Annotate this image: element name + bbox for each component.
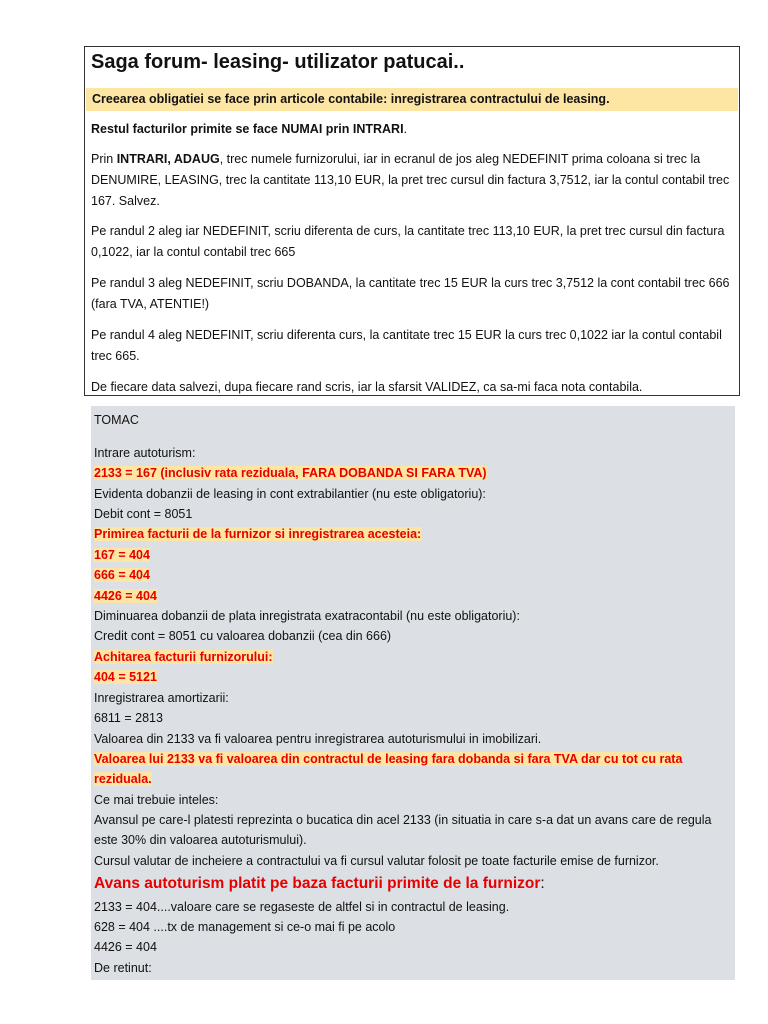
paragraph-2-start: Prin <box>91 152 117 166</box>
highlighted-entry: Valoarea lui 2133 va fi valoarea din contractul de leasing fara dobanda si fara TVA dar cu tot cu rata <box>94 752 683 766</box>
note-line <box>94 667 731 687</box>
note-line <box>94 586 731 606</box>
paragraph-1-end: . <box>403 122 408 136</box>
highlighted-entry: Primirea facturii de la furnizor si inregistrarea acesteia: <box>94 527 422 541</box>
note-line: Ce mai trebuie inteles: <box>94 793 219 807</box>
highlighted-entry: 167 = 404 <box>94 548 150 562</box>
paragraph-4: Pe randul 3 aleg NEDEFINIT, scriu DOBANDA, la cantitate trec 15 EUR la curs trec 3,7512 la cont contabil trec 666 (fara TVA, ATENTIE!) <box>91 276 730 311</box>
note-line: Debit cont = 8051 <box>94 507 193 521</box>
note-line: 6811 = 2813 <box>94 711 163 725</box>
note-line: De retinut: <box>94 961 152 975</box>
note-line: Intrare autoturism: <box>94 446 196 460</box>
paragraph-5: Pe randul 4 aleg NEDEFINIT, scriu diferenta curs, la cantitate trec 15 EUR la curs trec 0,1022 iar la contul contabil trec 665. <box>91 328 722 363</box>
paragraph-1 <box>91 119 733 140</box>
highlighted-entry: 4426 = 404 <box>94 589 157 603</box>
note-line: 2133 = 404....valoare care se regaseste de altfel si in contractul de leasing. <box>94 900 510 914</box>
paragraph-2 <box>91 149 733 212</box>
section-heading-colon: : <box>540 875 545 892</box>
paragraph-6: De fiecare data salvezi, dupa fiecare rand scris, iar la sfarsit VALIDEZ, ca sa-mi faca nota contabila. <box>91 380 643 394</box>
note-line: Cursul valutar de incheiere a contractului va fi cursul valutar folosit pe toate facturile emise de furnizor. <box>94 854 659 868</box>
note-line: 628 = 404 ....tx de management si ce-o mai fi pe acolo <box>94 920 396 934</box>
forum-post-box <box>84 46 740 396</box>
note-line: Inregistrarea amortizarii: <box>94 691 229 705</box>
paragraph-2-bold: INTRARI, ADAUG <box>116 152 220 166</box>
notes-box <box>91 406 735 980</box>
post-title: Saga forum- leasing- utilizator patucai.. <box>91 51 465 73</box>
note-line <box>94 769 731 789</box>
highlighted-note-text: Creearea obligatiei se face prin articole contabile: inregistrarea contractului de leasing. <box>92 92 610 106</box>
highlighted-entry: 666 = 404 <box>94 568 150 582</box>
paragraph-2-rest: , trec numele furnizorului, iar in ecranul de jos aleg NEDEFINIT prima coloana si trec la DENUMIRE, LEASING, trec la cantitate 113,10 EUR, la pret trec cursul din factura 3,7512, iar la contul contabil trec 167. Salvez. <box>91 152 730 208</box>
highlighted-entry: reziduala. <box>94 772 152 786</box>
note-line <box>94 524 731 544</box>
highlighted-entry: 2133 = 167 (inclusiv rata reziduala, FARA DOBANDA SI FARA TVA) <box>94 466 487 480</box>
note-line: Credit cont = 8051 cu valoarea dobanzii (cea din 666) <box>94 629 392 643</box>
note-line <box>94 749 731 769</box>
note-line: 4426 = 404 <box>94 940 157 954</box>
note-line: Diminuarea dobanzii de plata inregistrata exatracontabil (nu este obligatoriu): <box>94 609 520 623</box>
paragraph-1-bold: Restul facturilor primite se face NUMAI prin INTRARI <box>91 122 404 136</box>
highlighted-entry: Achitarea facturii furnizorului: <box>94 650 273 664</box>
note-line: Valoarea din 2133 va fi valoarea pentru inregistrarea autoturismului in imobilizari. <box>94 732 542 746</box>
note-line: Avansul pe care-l platesti reprezinta o bucatica din acel 2133 (in situatia in care s-a dat un avans care de regula este 30% din valoarea autoturismului). <box>94 813 712 847</box>
note-line: Evidenta dobanzii de leasing in cont extrabilantier (nu este obligatoriu): <box>94 487 486 501</box>
notes-heading: TOMAC <box>94 413 139 427</box>
note-line <box>94 463 731 483</box>
note-line <box>94 565 731 585</box>
highlighted-entry: 404 = 5121 <box>94 670 157 684</box>
paragraph-3: Pe randul 2 aleg iar NEDEFINIT, scriu diferenta de curs, la cantitate trec 113,10 EUR, la pret trec cursul din factura 0,1022, iar la contul contabil trec 665 <box>91 224 725 259</box>
note-line <box>94 873 731 895</box>
note-line <box>94 647 731 667</box>
note-line <box>94 545 731 565</box>
section-heading: Avans autoturism platit pe baza facturii primite de la furnizor <box>94 875 541 892</box>
highlighted-note <box>86 88 738 111</box>
